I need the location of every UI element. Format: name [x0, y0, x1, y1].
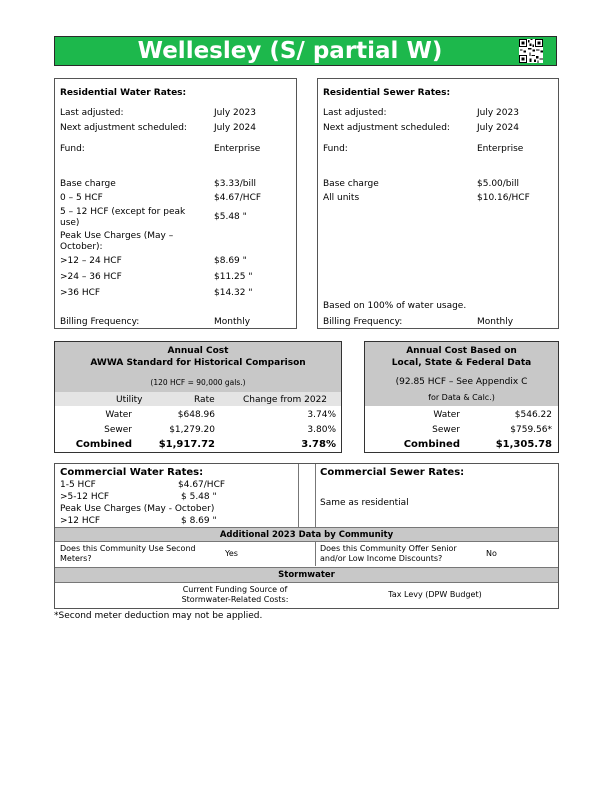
- water-rate-label: Base charge: [60, 179, 116, 189]
- commercial-water-label: >5-12 HCF: [60, 492, 110, 502]
- local-row-utility: Combined: [403, 439, 460, 450]
- discounts-answer: No: [486, 549, 497, 558]
- local-row-rate: $759.56*: [510, 425, 552, 435]
- water-rate-label-cont: October):: [60, 242, 103, 252]
- awwa-row-change: 3.78%: [301, 439, 336, 450]
- water-fund-label: Fund:: [60, 144, 85, 154]
- local-row-rate: $1,305.78: [495, 439, 552, 450]
- water-rate-label: Peak Use Charges (May –: [60, 231, 174, 241]
- water-last-adjusted-value: July 2023: [214, 108, 256, 118]
- awwa-annual-cost-panel: [54, 341, 342, 453]
- water-rate-value: $8.69 ": [214, 256, 247, 266]
- water-billing-label: Billing Frequency:: [60, 317, 140, 327]
- commercial-water-value: $4.67/HCF: [178, 480, 226, 490]
- sewer-units-label: All units: [323, 193, 360, 203]
- residential-water-heading: Residential Water Rates:: [60, 88, 187, 98]
- water-rate-label: >24 – 36 HCF: [60, 272, 122, 282]
- local-row-rate: $546.22: [514, 410, 552, 420]
- sewer-base-value: $5.00/bill: [477, 179, 520, 189]
- awwa-row-utility: Sewer: [104, 425, 132, 435]
- discounts-question-cont: and/or Low Income Discounts?: [320, 554, 443, 563]
- sewer-last-adjusted-value: July 2023: [477, 108, 519, 118]
- water-last-adjusted-label: Last adjusted:: [60, 108, 124, 118]
- second-meters-question: Does this Community Use Second: [60, 544, 196, 553]
- sewer-next-adjust-value: July 2024: [477, 123, 519, 133]
- water-rate-label: >36 HCF: [60, 288, 101, 298]
- sewer-basis-note: Based on 100% of water usage.: [323, 301, 467, 311]
- qr-code-icon[interactable]: [519, 39, 543, 63]
- water-rate-value: $11.25 ": [214, 272, 253, 282]
- awwa-basis: (120 HCF = 90,000 gals.): [150, 378, 246, 387]
- second-meters-question-cont: Meters?: [60, 554, 92, 563]
- local-annual-cost-panel: [364, 341, 559, 453]
- water-rate-label: 5 – 12 HCF (except for peak: [60, 207, 186, 217]
- commercial-water-value: $ 8.69 ": [181, 516, 217, 526]
- local-subtitle: Local, State & Federal Data: [391, 358, 532, 368]
- footnote: *Second meter deduction may not be applied.: [54, 611, 263, 621]
- local-basis: (92.85 HCF – See Appendix C: [395, 377, 528, 387]
- awwa-subtitle: AWWA Standard for Historical Comparison: [90, 358, 306, 368]
- residential-sewer-heading: Residential Sewer Rates:: [323, 88, 451, 98]
- water-rate-value: $5.48 ": [214, 212, 247, 222]
- sewer-billing-label: Billing Frequency:: [323, 317, 403, 327]
- sewer-units-value: $10.16/HCF: [477, 193, 530, 203]
- water-rate-label: 0 – 5 HCF: [60, 193, 103, 203]
- residential-sewer-panel: [317, 78, 559, 329]
- commercial-rates-table: [54, 463, 559, 609]
- col-header-change: Change from 2022: [243, 395, 328, 405]
- col-header-utility: Utility: [116, 395, 143, 405]
- stormwater-funding-label-cont: Stormwater-Related Costs:: [181, 595, 289, 604]
- sewer-billing-value: Monthly: [477, 317, 514, 327]
- local-title: Annual Cost Based on: [406, 346, 517, 356]
- additional-heading: Additional 2023 Data by Community: [219, 530, 394, 540]
- awwa-row-rate: $1,279.20: [169, 425, 215, 435]
- stormwater-heading: Stormwater: [278, 570, 335, 580]
- col-header-rate: Rate: [194, 395, 215, 405]
- sewer-next-adjust-label: Next adjustment scheduled:: [323, 123, 450, 133]
- water-rate-value: $14.32 ": [214, 288, 253, 298]
- awwa-row-utility: Water: [105, 410, 132, 420]
- title-banner: [54, 36, 557, 66]
- water-rate-label: >12 – 24 HCF: [60, 256, 122, 266]
- page-title: Wellesley (S/ partial W): [137, 38, 443, 64]
- water-rate-value: $4.67/HCF: [214, 193, 262, 203]
- water-fund-value: Enterprise: [214, 144, 261, 154]
- water-next-adjust-label: Next adjustment scheduled:: [60, 123, 187, 133]
- commercial-water-label: >12 HCF: [60, 516, 101, 526]
- sewer-last-adjusted-label: Last adjusted:: [323, 108, 387, 118]
- commercial-water-heading: Commercial Water Rates:: [60, 467, 204, 478]
- awwa-row-rate: $1,917.72: [158, 439, 215, 450]
- commercial-water-value: $ 5.48 ": [181, 492, 217, 502]
- commercial-sewer-text: Same as residential: [320, 498, 409, 508]
- stormwater-funding-label: Current Funding Source of: [182, 585, 288, 594]
- discounts-question: Does this Community Offer Senior: [320, 544, 457, 553]
- water-rate-value: $3.33/bill: [214, 179, 257, 189]
- local-basis-cont: for Data & Calc.): [428, 393, 495, 402]
- water-rate-label-cont: use): [60, 218, 80, 228]
- second-meters-answer: Yes: [225, 549, 238, 558]
- commercial-water-label: 1-5 HCF: [60, 480, 96, 490]
- commercial-water-label: Peak Use Charges (May - October): [60, 504, 215, 514]
- residential-water-panel: [54, 78, 297, 329]
- awwa-row-change: 3.80%: [307, 425, 336, 435]
- stormwater-funding-value: Tax Levy (DPW Budget): [388, 590, 482, 599]
- awwa-row-utility: Combined: [75, 439, 132, 450]
- commercial-sewer-heading: Commercial Sewer Rates:: [320, 467, 465, 478]
- sewer-base-label: Base charge: [323, 179, 379, 189]
- water-next-adjust-value: July 2024: [214, 123, 256, 133]
- awwa-row-rate: $648.96: [177, 410, 215, 420]
- awwa-row-change: 3.74%: [307, 410, 336, 420]
- local-row-utility: Sewer: [432, 425, 460, 435]
- sewer-fund-value: Enterprise: [477, 144, 524, 154]
- awwa-title: Annual Cost: [167, 346, 229, 356]
- sewer-fund-label: Fund:: [323, 144, 348, 154]
- local-row-utility: Water: [433, 410, 460, 420]
- water-billing-value: Monthly: [214, 317, 251, 327]
